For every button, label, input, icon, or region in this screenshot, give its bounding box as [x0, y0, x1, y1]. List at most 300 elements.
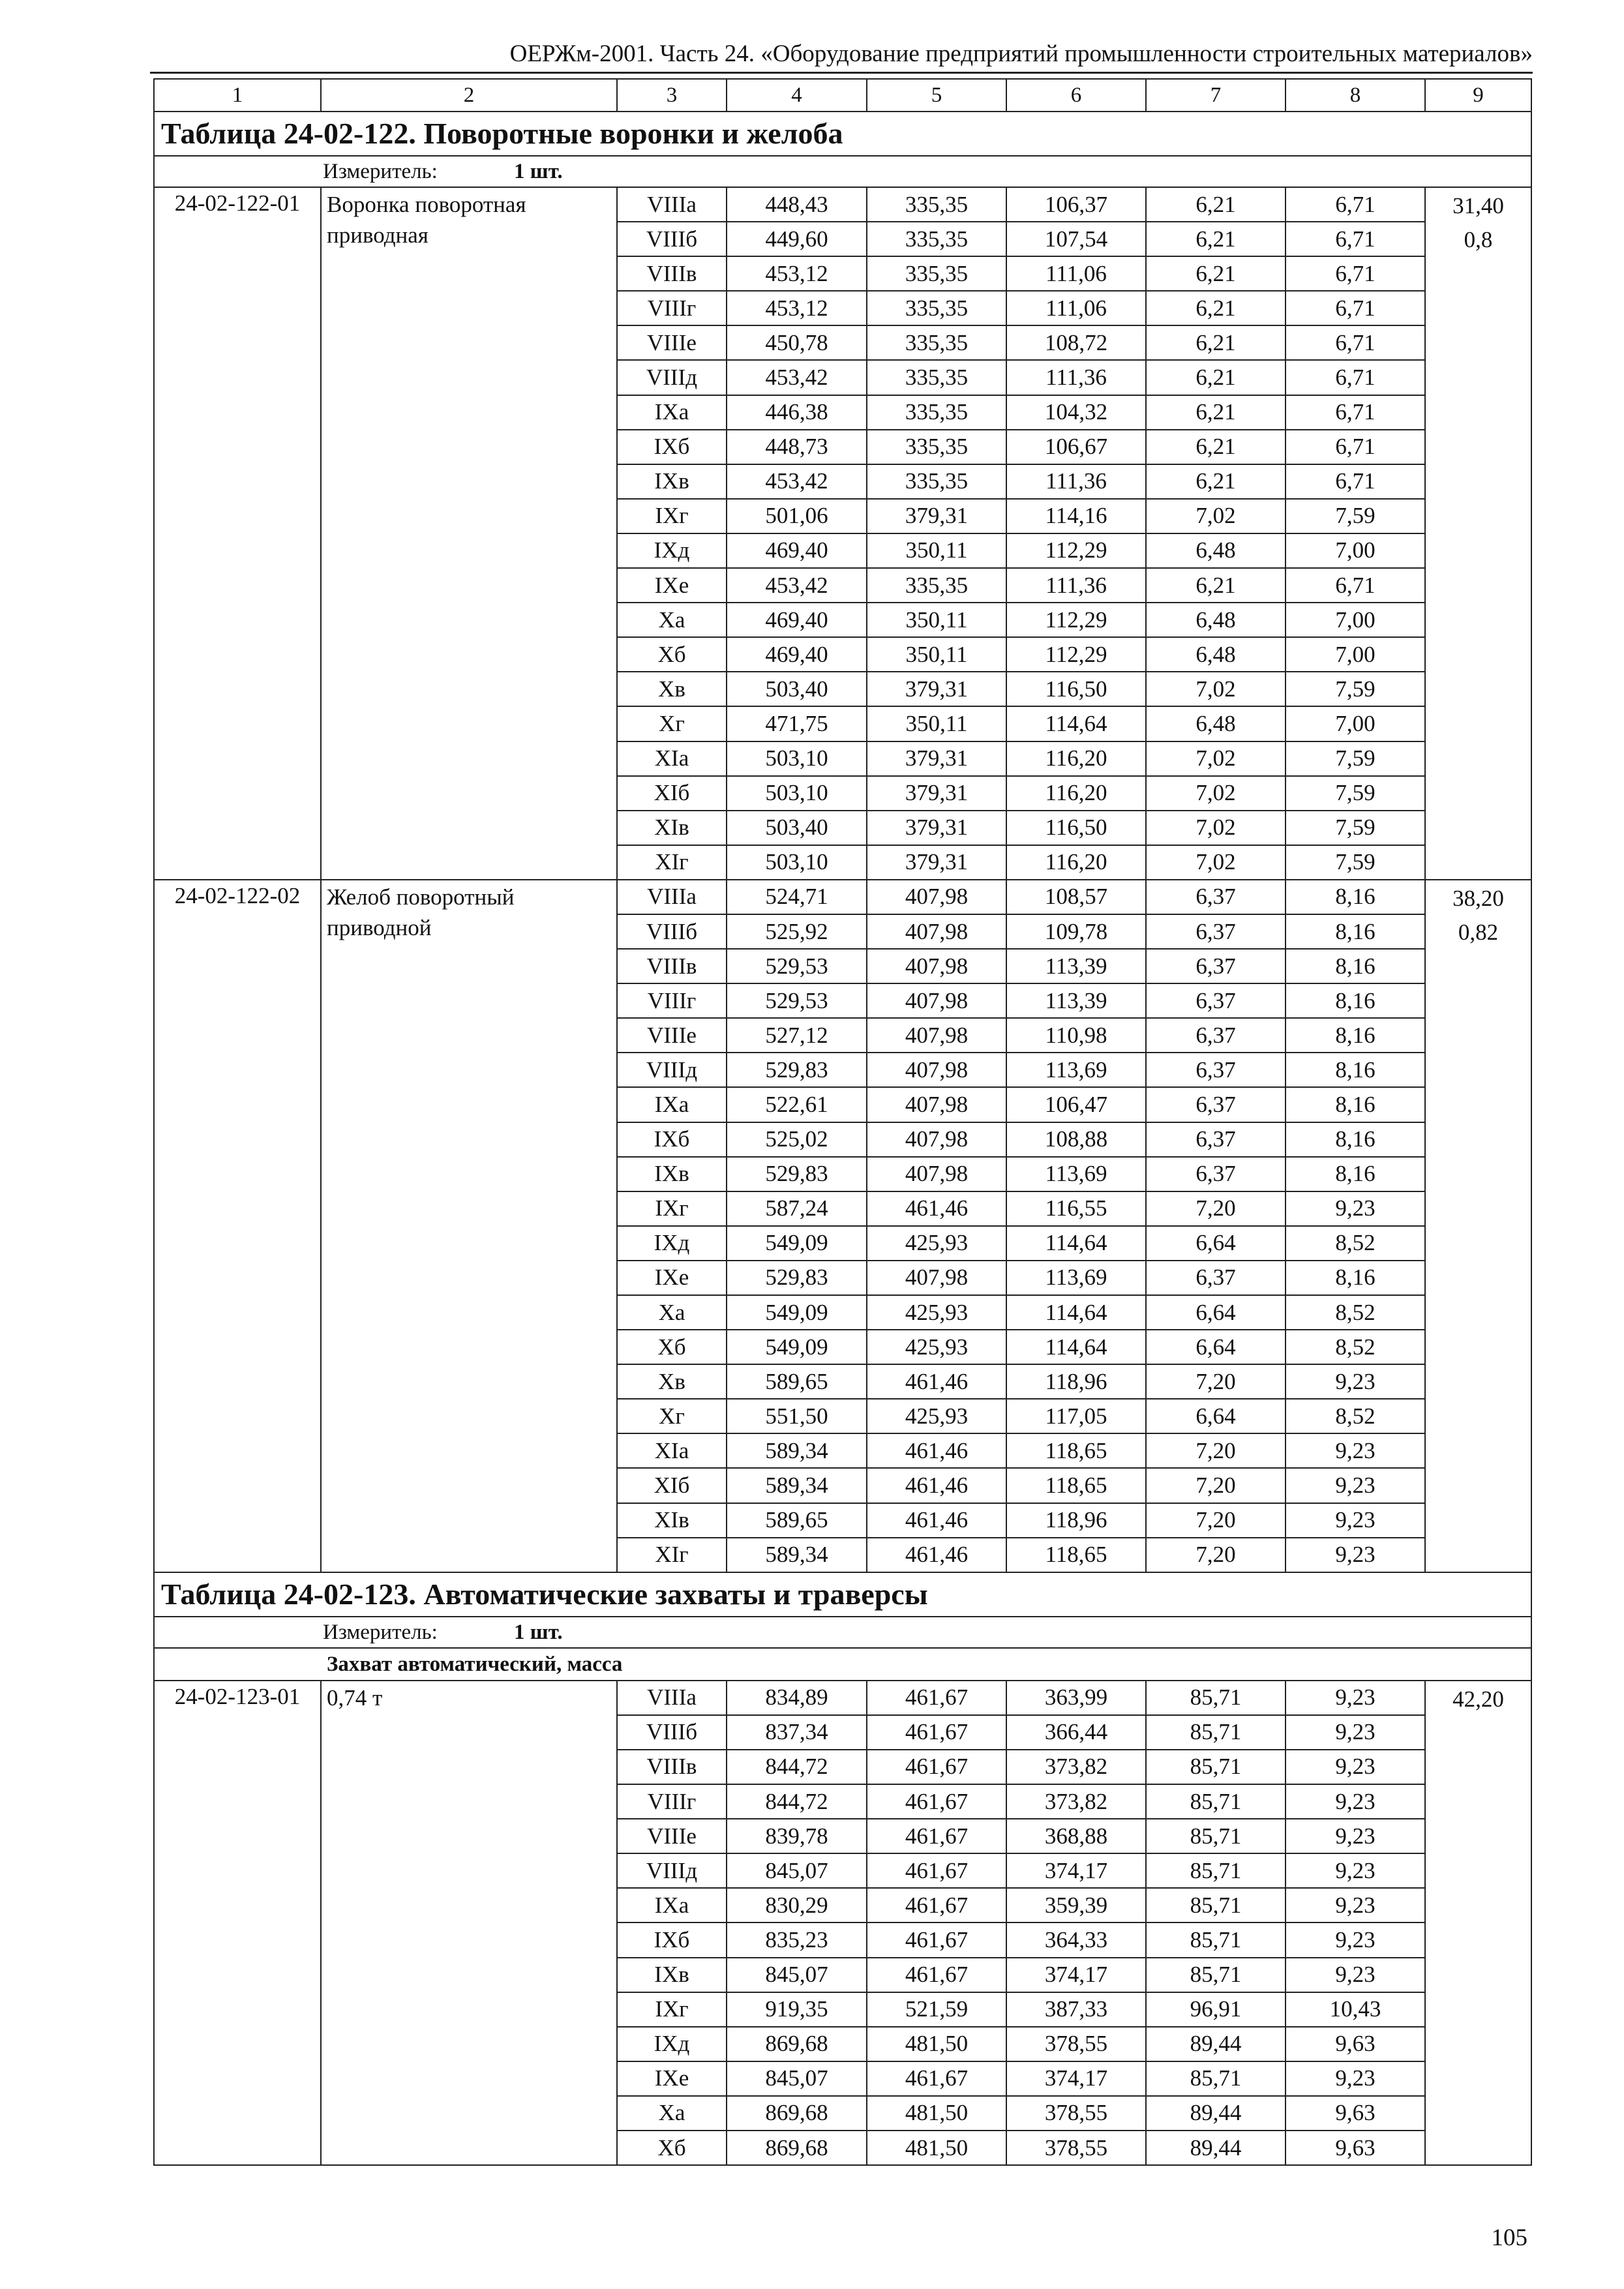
value-cell: 6,71 — [1286, 430, 1425, 464]
zone-cell: IXб — [617, 430, 727, 464]
value-cell: 114,64 — [1006, 706, 1146, 741]
zone-cell: IXв — [617, 1157, 727, 1191]
value-cell: 118,65 — [1006, 1538, 1146, 1572]
value-cell: 378,55 — [1006, 2096, 1146, 2131]
value-cell: 425,93 — [867, 1399, 1006, 1433]
value-cell: 7,00 — [1286, 603, 1425, 637]
value-cell: 7,00 — [1286, 706, 1425, 741]
measure-value: 1 шт. — [514, 1620, 563, 1644]
value-cell: 116,20 — [1006, 845, 1146, 880]
zone-cell: VIIIд — [617, 360, 727, 395]
value-cell: 113,69 — [1006, 1261, 1146, 1295]
value-cell: 7,20 — [1146, 1191, 1286, 1226]
value-cell: 6,21 — [1146, 395, 1286, 430]
value-cell: 461,46 — [867, 1364, 1006, 1399]
value-cell: 113,39 — [1006, 949, 1146, 983]
value-cell: 6,37 — [1146, 1261, 1286, 1295]
value-cell: 111,06 — [1006, 291, 1146, 325]
value-cell: 9,23 — [1286, 1819, 1425, 1853]
value-cell: 112,29 — [1006, 533, 1146, 568]
value-cell: 549,09 — [727, 1330, 867, 1364]
col9-value: 0,82 — [1458, 919, 1499, 945]
value-cell: 7,20 — [1146, 1433, 1286, 1468]
value-cell: 522,61 — [727, 1087, 867, 1122]
value-cell: 366,44 — [1006, 1715, 1146, 1750]
measure-value: 1 шт. — [514, 160, 563, 183]
value-cell: 335,35 — [867, 430, 1006, 464]
value-cell: 503,40 — [727, 672, 867, 706]
table-title-row — [154, 1572, 1531, 1617]
subheading: Захват автоматический, масса — [154, 1648, 1531, 1681]
rate-name: Воронка поворотная приводная — [321, 187, 617, 880]
value-cell: 379,31 — [867, 672, 1006, 706]
value-cell: 481,50 — [867, 2131, 1006, 2165]
value-cell: 407,98 — [867, 1157, 1006, 1191]
value-cell: 461,67 — [867, 1715, 1006, 1750]
value-cell: 461,67 — [867, 1784, 1006, 1819]
zone-cell: IXд — [617, 1226, 727, 1261]
value-cell: 85,71 — [1146, 1819, 1286, 1853]
value-cell: 374,17 — [1006, 1853, 1146, 1888]
value-cell: 6,64 — [1146, 1330, 1286, 1364]
value-cell: 6,37 — [1146, 1122, 1286, 1157]
col9-cell — [1425, 1681, 1531, 2165]
value-cell: 7,02 — [1146, 776, 1286, 811]
value-cell: 6,71 — [1286, 360, 1425, 395]
table-title: Таблица 24-02-123. Автоматические захваты и траверсы — [154, 1572, 1531, 1617]
value-cell: 869,68 — [727, 2131, 867, 2165]
value-cell: 6,21 — [1146, 187, 1286, 222]
value-cell: 112,29 — [1006, 603, 1146, 637]
value-cell: 350,11 — [867, 637, 1006, 672]
column-number: 3 — [617, 79, 727, 112]
value-cell: 111,36 — [1006, 464, 1146, 499]
header-rule — [150, 72, 1533, 74]
value-cell: 96,91 — [1146, 1992, 1286, 2027]
value-cell: 379,31 — [867, 811, 1006, 845]
measure-cell — [154, 156, 1531, 187]
zone-cell: VIIIб — [617, 1715, 727, 1750]
column-number: 1 — [154, 79, 321, 112]
measure-cell — [154, 1617, 1531, 1648]
column-number-row — [154, 79, 1531, 112]
value-cell: 89,44 — [1146, 2096, 1286, 2131]
value-cell: 110,98 — [1006, 1018, 1146, 1053]
value-cell: 8,16 — [1286, 983, 1425, 1018]
rates-table — [153, 78, 1532, 2166]
zone-cell: XIг — [617, 845, 727, 880]
value-cell: 839,78 — [727, 1819, 867, 1853]
value-cell: 7,02 — [1146, 499, 1286, 533]
value-cell: 6,48 — [1146, 533, 1286, 568]
zone-cell: Xа — [617, 2096, 727, 2131]
value-cell: 85,71 — [1146, 1750, 1286, 1784]
value-cell: 461,67 — [867, 2061, 1006, 2096]
value-cell: 114,16 — [1006, 499, 1146, 533]
value-cell: 461,46 — [867, 1468, 1006, 1503]
value-cell: 350,11 — [867, 603, 1006, 637]
value-cell: 407,98 — [867, 1018, 1006, 1053]
value-cell: 6,21 — [1146, 360, 1286, 395]
value-cell: 6,71 — [1286, 291, 1425, 325]
value-cell: 118,65 — [1006, 1468, 1146, 1503]
value-cell: 524,71 — [727, 880, 867, 914]
zone-cell: IXе — [617, 2061, 727, 2096]
rate-code: 24-02-122-02 — [154, 880, 321, 1572]
zone-cell: IXг — [617, 1191, 727, 1226]
value-cell: 116,20 — [1006, 776, 1146, 811]
value-cell: 108,57 — [1006, 880, 1146, 914]
value-cell: 85,71 — [1146, 1853, 1286, 1888]
value-cell: 9,23 — [1286, 1853, 1425, 1888]
value-cell: 6,37 — [1146, 983, 1286, 1018]
value-cell: 461,67 — [867, 1922, 1006, 1957]
zone-cell: IXд — [617, 533, 727, 568]
value-cell: 6,37 — [1146, 880, 1286, 914]
value-cell: 378,55 — [1006, 2131, 1146, 2165]
value-cell: 7,02 — [1146, 672, 1286, 706]
value-cell: 549,09 — [727, 1226, 867, 1261]
value-cell: 589,34 — [727, 1433, 867, 1468]
zone-cell: XIв — [617, 811, 727, 845]
value-cell: 9,23 — [1286, 1468, 1425, 1503]
value-cell: 529,53 — [727, 983, 867, 1018]
col9-cell — [1425, 187, 1531, 880]
value-cell: 335,35 — [867, 187, 1006, 222]
value-cell: 85,71 — [1146, 1681, 1286, 1715]
zone-cell: VIIIа — [617, 187, 727, 222]
value-cell: 387,33 — [1006, 1992, 1146, 2027]
value-cell: 449,60 — [727, 222, 867, 256]
value-cell: 6,37 — [1146, 914, 1286, 949]
value-cell: 114,64 — [1006, 1330, 1146, 1364]
col9-value: 31,40 — [1452, 193, 1504, 218]
value-cell: 9,63 — [1286, 2131, 1425, 2165]
value-cell: 9,23 — [1286, 1784, 1425, 1819]
value-cell: 6,71 — [1286, 568, 1425, 603]
zone-cell: VIIIд — [617, 1053, 727, 1087]
value-cell: 374,17 — [1006, 1958, 1146, 1992]
value-cell: 425,93 — [867, 1295, 1006, 1330]
zone-cell: XIв — [617, 1503, 727, 1538]
value-cell: 368,88 — [1006, 1819, 1146, 1853]
value-cell: 461,46 — [867, 1503, 1006, 1538]
value-cell: 527,12 — [727, 1018, 867, 1053]
value-cell: 7,20 — [1146, 1538, 1286, 1572]
value-cell: 350,11 — [867, 533, 1006, 568]
value-cell: 919,35 — [727, 1992, 867, 2027]
value-cell: 845,07 — [727, 1958, 867, 1992]
page-number: 105 — [1491, 2224, 1527, 2251]
value-cell: 359,39 — [1006, 1888, 1146, 1922]
value-cell: 379,31 — [867, 845, 1006, 880]
value-cell: 9,23 — [1286, 1191, 1425, 1226]
value-cell: 364,33 — [1006, 1922, 1146, 1957]
value-cell: 6,21 — [1146, 430, 1286, 464]
value-cell: 8,16 — [1286, 1122, 1425, 1157]
value-cell: 6,37 — [1146, 1087, 1286, 1122]
value-cell: 85,71 — [1146, 1784, 1286, 1819]
value-cell: 379,31 — [867, 499, 1006, 533]
zone-cell: VIIIв — [617, 256, 727, 291]
zone-cell: IXа — [617, 1087, 727, 1122]
table-row — [154, 880, 1531, 914]
measure-label: Измеритель: — [323, 160, 438, 183]
value-cell: 501,06 — [727, 499, 867, 533]
value-cell: 373,82 — [1006, 1750, 1146, 1784]
value-cell: 118,65 — [1006, 1433, 1146, 1468]
zone-cell: XIа — [617, 741, 727, 776]
zone-cell: XIб — [617, 1468, 727, 1503]
value-cell: 461,67 — [867, 1819, 1006, 1853]
zone-cell: Xб — [617, 637, 727, 672]
value-cell: 7,00 — [1286, 637, 1425, 672]
measure-row — [154, 1617, 1531, 1648]
value-cell: 845,07 — [727, 2061, 867, 2096]
value-cell: 469,40 — [727, 637, 867, 672]
zone-cell: XIб — [617, 776, 727, 811]
value-cell: 6,37 — [1146, 1018, 1286, 1053]
zone-cell: XIг — [617, 1538, 727, 1572]
value-cell: 448,43 — [727, 187, 867, 222]
value-cell: 7,59 — [1286, 776, 1425, 811]
value-cell: 108,88 — [1006, 1122, 1146, 1157]
value-cell: 335,35 — [867, 360, 1006, 395]
value-cell: 335,35 — [867, 568, 1006, 603]
value-cell: 109,78 — [1006, 914, 1146, 949]
value-cell: 85,71 — [1146, 1888, 1286, 1922]
value-cell: 529,83 — [727, 1157, 867, 1191]
value-cell: 111,06 — [1006, 256, 1146, 291]
value-cell: 461,67 — [867, 1681, 1006, 1715]
value-cell: 107,54 — [1006, 222, 1146, 256]
value-cell: 9,23 — [1286, 1922, 1425, 1957]
value-cell: 9,23 — [1286, 1681, 1425, 1715]
zone-cell: VIIIг — [617, 291, 727, 325]
value-cell: 118,96 — [1006, 1503, 1146, 1538]
value-cell: 9,23 — [1286, 1433, 1425, 1468]
value-cell: 844,72 — [727, 1750, 867, 1784]
table-row — [154, 187, 1531, 222]
value-cell: 471,75 — [727, 706, 867, 741]
value-cell: 111,36 — [1006, 360, 1146, 395]
value-cell: 503,10 — [727, 776, 867, 811]
value-cell: 7,02 — [1146, 845, 1286, 880]
value-cell: 85,71 — [1146, 2061, 1286, 2096]
value-cell: 350,11 — [867, 706, 1006, 741]
value-cell: 6,21 — [1146, 256, 1286, 291]
value-cell: 6,21 — [1146, 568, 1286, 603]
value-cell: 7,20 — [1146, 1468, 1286, 1503]
value-cell: 407,98 — [867, 880, 1006, 914]
value-cell: 461,46 — [867, 1538, 1006, 1572]
zone-cell: Xв — [617, 1364, 727, 1399]
zone-cell: IXд — [617, 2027, 727, 2061]
column-number: 4 — [727, 79, 867, 112]
value-cell: 8,16 — [1286, 880, 1425, 914]
zone-cell: Xг — [617, 1399, 727, 1433]
value-cell: 106,47 — [1006, 1087, 1146, 1122]
zone-cell: IXе — [617, 1261, 727, 1295]
value-cell: 116,50 — [1006, 811, 1146, 845]
value-cell: 108,72 — [1006, 325, 1146, 360]
value-cell: 89,44 — [1146, 2131, 1286, 2165]
value-cell: 8,52 — [1286, 1399, 1425, 1433]
value-cell: 529,83 — [727, 1053, 867, 1087]
value-cell: 85,71 — [1146, 1715, 1286, 1750]
value-cell: 461,67 — [867, 1888, 1006, 1922]
zone-cell: Xа — [617, 1295, 727, 1330]
value-cell: 453,12 — [727, 256, 867, 291]
value-cell: 335,35 — [867, 256, 1006, 291]
value-cell: 549,09 — [727, 1295, 867, 1330]
value-cell: 6,64 — [1146, 1295, 1286, 1330]
table-row — [154, 1681, 1531, 1715]
value-cell: 374,17 — [1006, 2061, 1146, 2096]
zone-cell: VIIIе — [617, 325, 727, 360]
zone-cell: VIIIв — [617, 1750, 727, 1784]
value-cell: 89,44 — [1146, 2027, 1286, 2061]
value-cell: 6,21 — [1146, 464, 1286, 499]
col9-value: 0,8 — [1464, 227, 1493, 252]
value-cell: 9,23 — [1286, 1538, 1425, 1572]
value-cell: 8,16 — [1286, 1157, 1425, 1191]
zone-cell: IXг — [617, 499, 727, 533]
value-cell: 551,50 — [727, 1399, 867, 1433]
value-cell: 529,83 — [727, 1261, 867, 1295]
value-cell: 589,34 — [727, 1538, 867, 1572]
value-cell: 8,16 — [1286, 914, 1425, 949]
value-cell: 835,23 — [727, 1922, 867, 1957]
zone-cell: VIIIа — [617, 880, 727, 914]
zone-cell: Xа — [617, 603, 727, 637]
value-cell: 9,23 — [1286, 1364, 1425, 1399]
value-cell: 834,89 — [727, 1681, 867, 1715]
value-cell: 450,78 — [727, 325, 867, 360]
value-cell: 9,23 — [1286, 1958, 1425, 1992]
value-cell: 7,59 — [1286, 845, 1425, 880]
value-cell: 117,05 — [1006, 1399, 1146, 1433]
value-cell: 379,31 — [867, 776, 1006, 811]
value-cell: 407,98 — [867, 1261, 1006, 1295]
zone-cell: VIIIг — [617, 983, 727, 1018]
value-cell: 7,02 — [1146, 811, 1286, 845]
value-cell: 446,38 — [727, 395, 867, 430]
value-cell: 7,59 — [1286, 741, 1425, 776]
rate-code: 24-02-122-01 — [154, 187, 321, 880]
column-number: 8 — [1286, 79, 1425, 112]
value-cell: 116,50 — [1006, 672, 1146, 706]
value-cell: 106,67 — [1006, 430, 1146, 464]
value-cell: 461,46 — [867, 1191, 1006, 1226]
value-cell: 469,40 — [727, 533, 867, 568]
value-cell: 6,71 — [1286, 222, 1425, 256]
column-number: 6 — [1006, 79, 1146, 112]
value-cell: 113,69 — [1006, 1053, 1146, 1087]
value-cell: 379,31 — [867, 741, 1006, 776]
column-number: 7 — [1146, 79, 1286, 112]
zone-cell: IXа — [617, 395, 727, 430]
zone-cell: Xб — [617, 2131, 727, 2165]
value-cell: 106,37 — [1006, 187, 1146, 222]
measure-label: Измеритель: — [323, 1620, 438, 1644]
zone-cell: VIIIе — [617, 1819, 727, 1853]
value-cell: 589,65 — [727, 1503, 867, 1538]
col9-value: 42,20 — [1452, 1686, 1504, 1712]
value-cell: 407,98 — [867, 1053, 1006, 1087]
value-cell: 335,35 — [867, 222, 1006, 256]
value-cell: 453,42 — [727, 464, 867, 499]
zone-cell: IXе — [617, 568, 727, 603]
value-cell: 9,23 — [1286, 1503, 1425, 1538]
zone-cell: Xб — [617, 1330, 727, 1364]
zone-cell: IXб — [617, 1922, 727, 1957]
value-cell: 869,68 — [727, 2027, 867, 2061]
value-cell: 8,16 — [1286, 1018, 1425, 1053]
zone-cell: IXа — [617, 1888, 727, 1922]
value-cell: 104,32 — [1006, 395, 1146, 430]
value-cell: 6,48 — [1146, 706, 1286, 741]
value-cell: 6,21 — [1146, 291, 1286, 325]
value-cell: 7,59 — [1286, 499, 1425, 533]
value-cell: 529,53 — [727, 949, 867, 983]
table-title-row — [154, 112, 1531, 156]
value-cell: 335,35 — [867, 291, 1006, 325]
value-cell: 8,52 — [1286, 1295, 1425, 1330]
value-cell: 85,71 — [1146, 1922, 1286, 1957]
zone-cell: Xг — [617, 706, 727, 741]
zone-cell: VIIIб — [617, 914, 727, 949]
value-cell: 6,71 — [1286, 464, 1425, 499]
rate-code: 24-02-123-01 — [154, 1681, 321, 2165]
measure-row — [154, 156, 1531, 187]
value-cell: 6,71 — [1286, 325, 1425, 360]
rate-name: 0,74 т — [321, 1681, 617, 2165]
zone-cell: VIIIв — [617, 949, 727, 983]
value-cell: 8,16 — [1286, 1087, 1425, 1122]
value-cell: 10,43 — [1286, 1992, 1425, 2027]
value-cell: 335,35 — [867, 464, 1006, 499]
value-cell: 587,24 — [727, 1191, 867, 1226]
value-cell: 6,64 — [1146, 1399, 1286, 1433]
value-cell: 335,35 — [867, 395, 1006, 430]
value-cell: 425,93 — [867, 1330, 1006, 1364]
value-cell: 407,98 — [867, 949, 1006, 983]
zone-cell: VIIIе — [617, 1018, 727, 1053]
zone-cell: IXв — [617, 1958, 727, 1992]
value-cell: 503,10 — [727, 741, 867, 776]
value-cell: 111,36 — [1006, 568, 1146, 603]
value-cell: 453,42 — [727, 360, 867, 395]
value-cell: 6,37 — [1146, 1157, 1286, 1191]
zone-cell: VIIIг — [617, 1784, 727, 1819]
value-cell: 8,52 — [1286, 1330, 1425, 1364]
value-cell: 9,23 — [1286, 2061, 1425, 2096]
value-cell: 7,59 — [1286, 672, 1425, 706]
zone-cell: VIIIа — [617, 1681, 727, 1715]
value-cell: 461,67 — [867, 1853, 1006, 1888]
subheading-row — [154, 1648, 1531, 1681]
value-cell: 363,99 — [1006, 1681, 1146, 1715]
value-cell: 525,92 — [727, 914, 867, 949]
value-cell: 7,00 — [1286, 533, 1425, 568]
value-cell: 589,65 — [727, 1364, 867, 1399]
zone-cell: IXб — [617, 1122, 727, 1157]
value-cell: 7,20 — [1146, 1503, 1286, 1538]
value-cell: 112,29 — [1006, 637, 1146, 672]
value-cell: 869,68 — [727, 2096, 867, 2131]
value-cell: 113,69 — [1006, 1157, 1146, 1191]
